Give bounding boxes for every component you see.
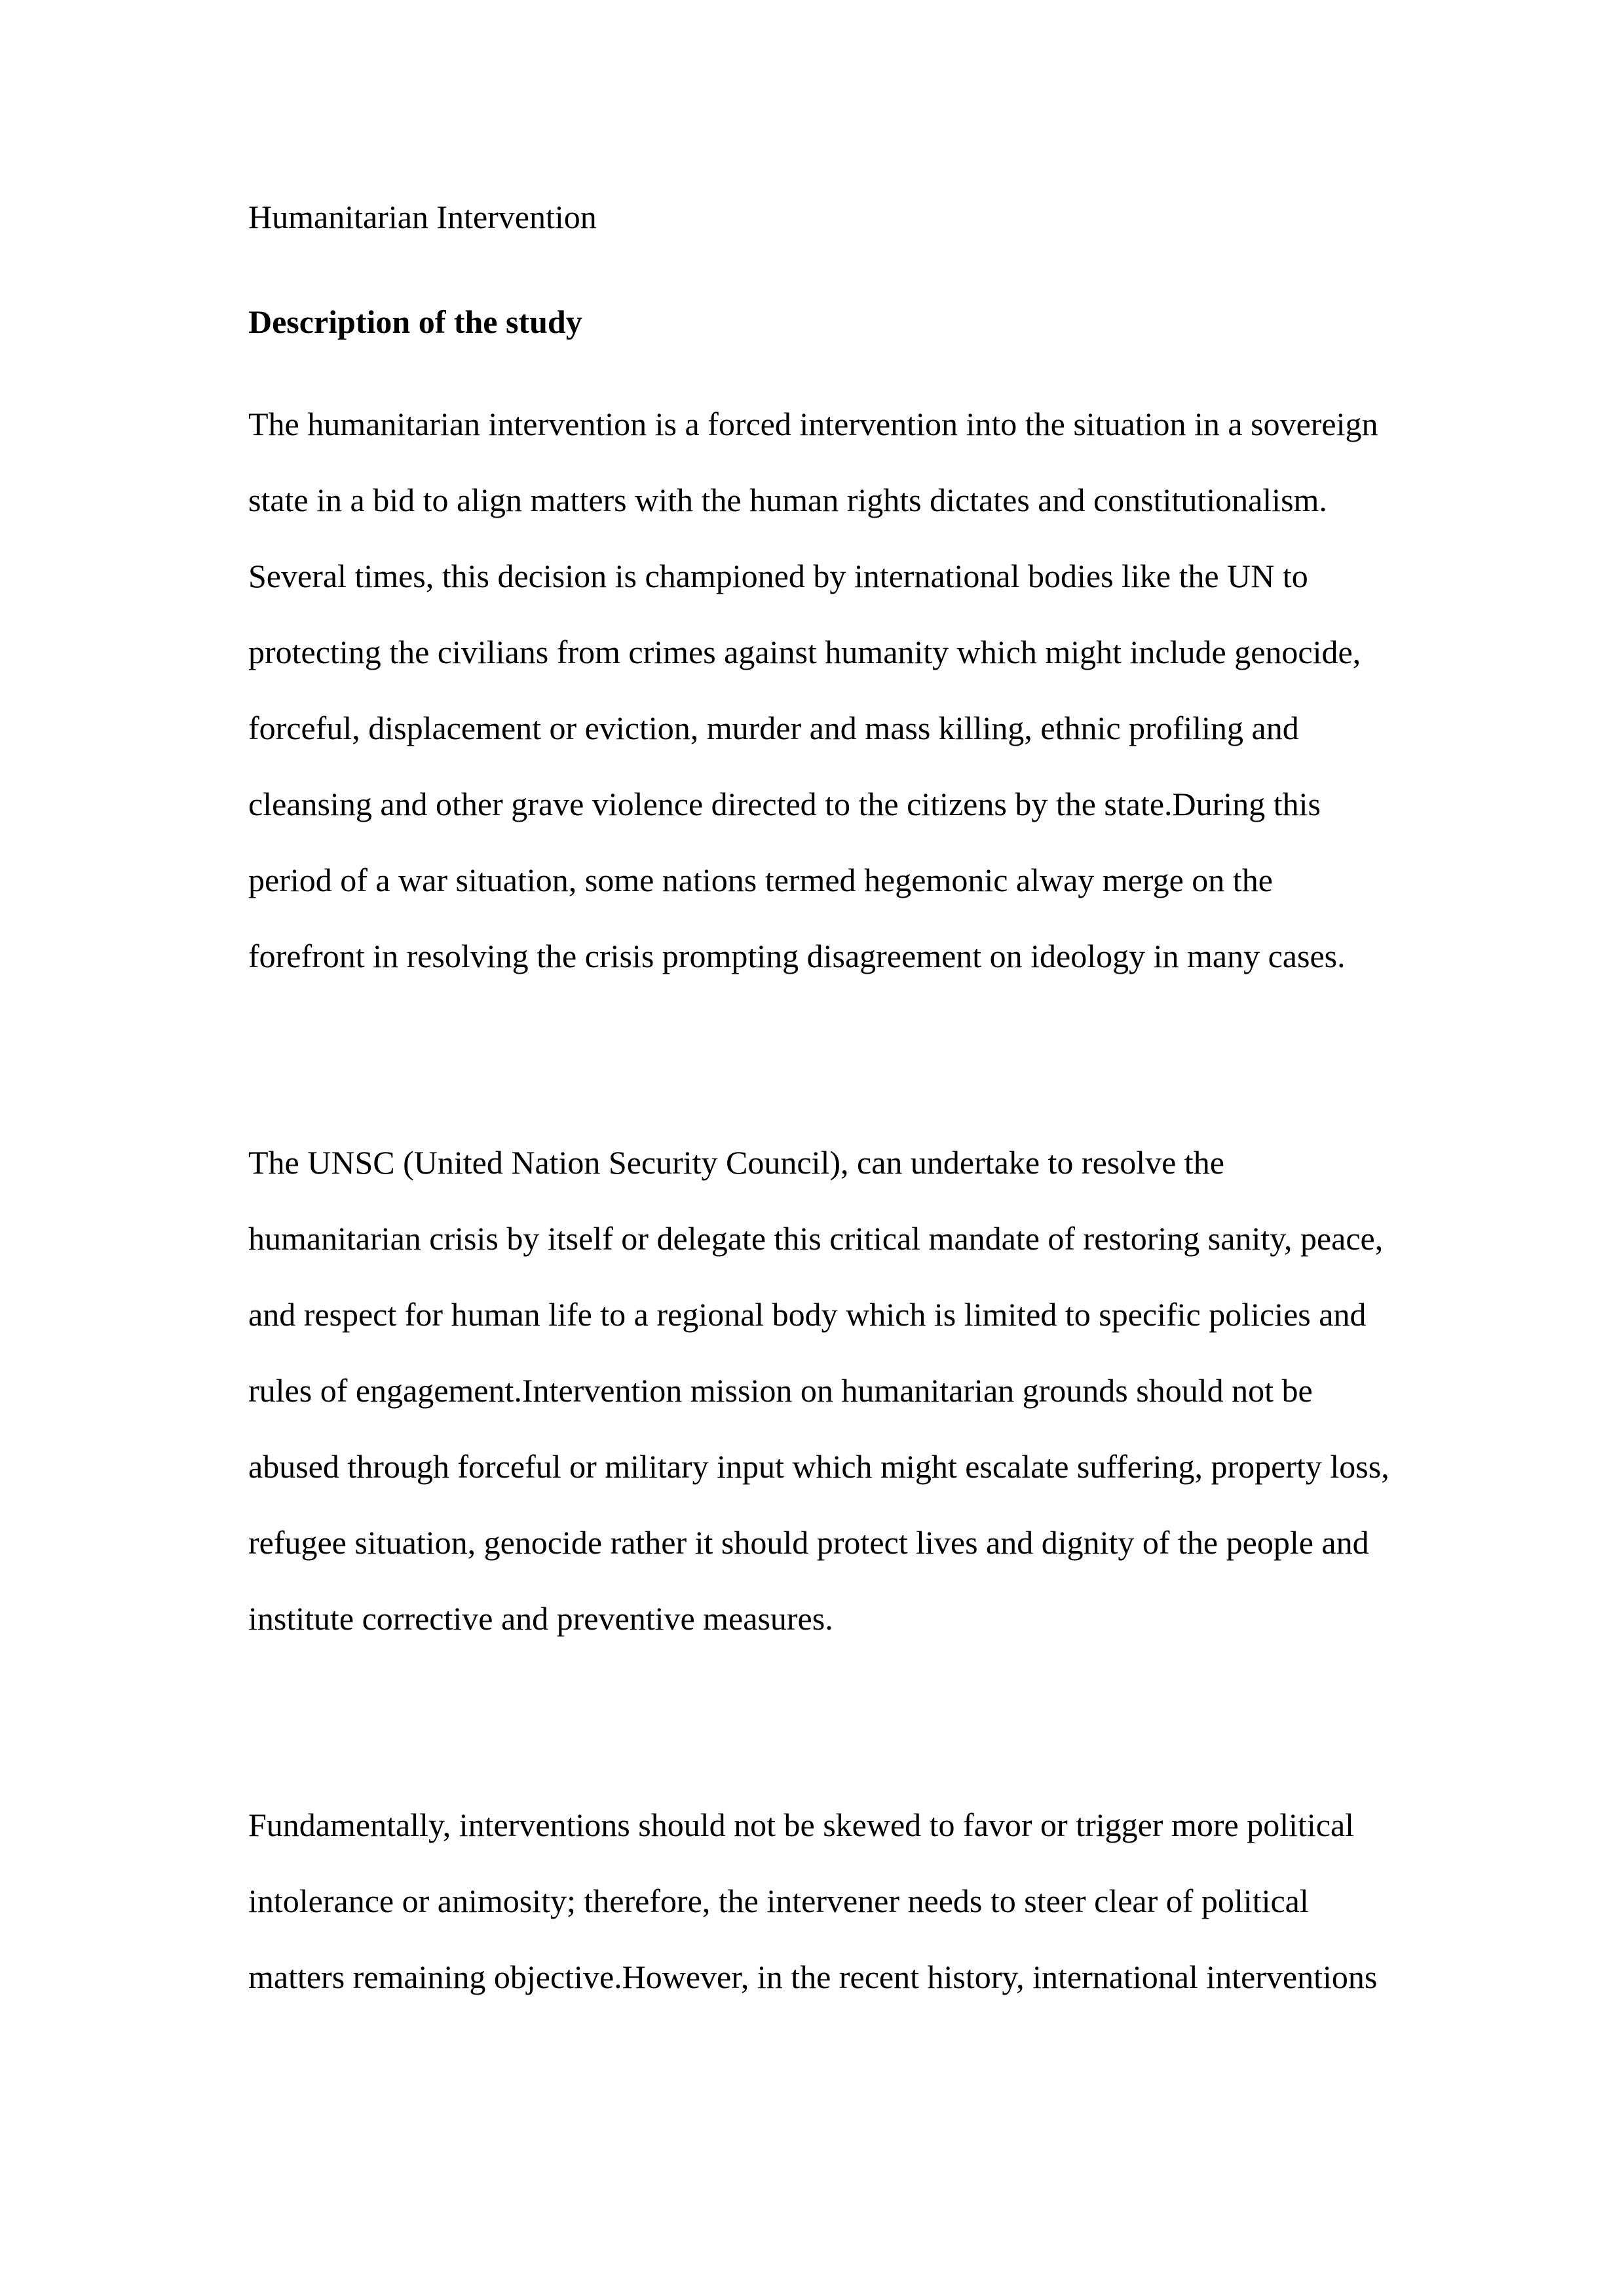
text-line: state in a bid to align matters with the human rights dictates and constitutionalism. bbox=[248, 482, 1327, 518]
text-line: forefront in resolving the crisis prompting disagreement on ideology in many cases. bbox=[248, 938, 1346, 974]
text-line: period of a war situation, some nations termed hegemonic alway merge on the bbox=[248, 862, 1273, 898]
paragraph-2 bbox=[248, 1124, 1389, 1656]
text-line: institute corrective and preventive measures. bbox=[248, 1600, 833, 1637]
section-heading: Description of the study bbox=[248, 303, 582, 340]
text-line: intolerance or animosity; therefore, the intervener needs to steer clear of political bbox=[248, 1883, 1309, 1919]
text-line: and respect for human life to a regional body which is limited to specific policies and bbox=[248, 1296, 1367, 1333]
text-line: cleansing and other grave violence directed to the citizens by the state.During this bbox=[248, 786, 1321, 822]
text-line: humanitarian crisis by itself or delegate this critical mandate of restoring sanity, peace, bbox=[248, 1220, 1384, 1257]
document-title: Humanitarian Intervention bbox=[248, 199, 597, 235]
paragraph-3 bbox=[248, 1787, 1377, 2015]
text-line: refugee situation, genocide rather it should protect lives and dignity of the people and bbox=[248, 1524, 1369, 1561]
text-line: The humanitarian intervention is a forced intervention into the situation in a sovereign bbox=[248, 406, 1378, 442]
text-line: The UNSC (United Nation Security Council), can undertake to resolve the bbox=[248, 1144, 1224, 1181]
text-line: Fundamentally, interventions should not be skewed to favor or trigger more political bbox=[248, 1807, 1355, 1843]
text-line: rules of engagement.Intervention mission on humanitarian grounds should not be bbox=[248, 1372, 1313, 1409]
text-line: Several times, this decision is championed by international bodies like the UN to bbox=[248, 558, 1308, 594]
text-line: protecting the civilians from crimes against humanity which might include genocide, bbox=[248, 634, 1361, 670]
paragraph-1 bbox=[248, 386, 1378, 994]
text-line: abused through forceful or military input which might escalate suffering, property loss, bbox=[248, 1448, 1389, 1485]
text-line: matters remaining objective.However, in the recent history, international interventions bbox=[248, 1959, 1378, 1995]
text-line: forceful, displacement or eviction, murder and mass killing, ethnic profiling and bbox=[248, 710, 1299, 746]
